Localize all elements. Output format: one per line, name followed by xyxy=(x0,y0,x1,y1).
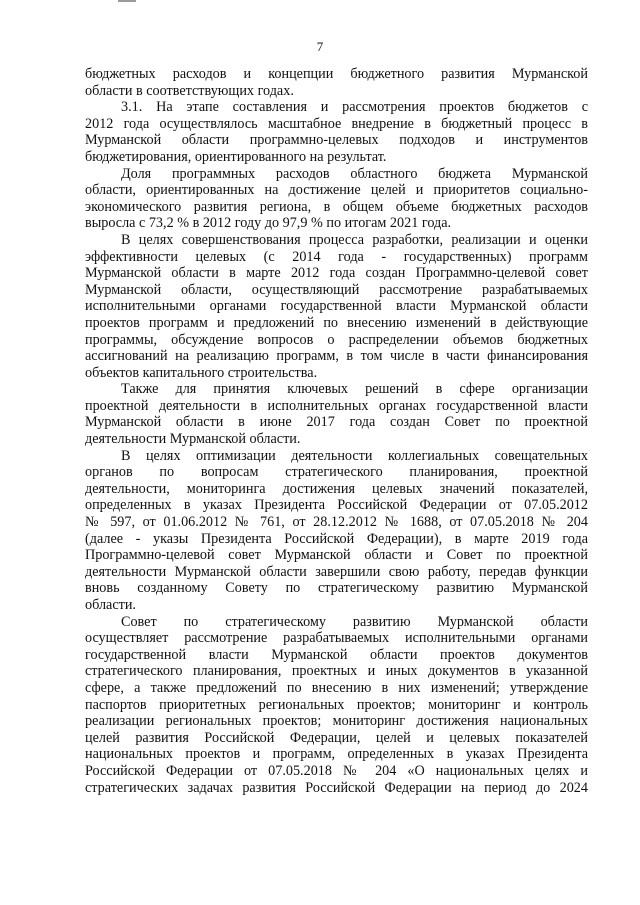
text-line: деятельности Мурманской области. xyxy=(85,431,301,448)
text-line: Также для принятия ключевых решений в сфере организации xyxy=(121,381,588,398)
text-line: экономического развития региона, в общем объеме бюджетных расходов xyxy=(85,198,588,215)
text-line: ассигнований на реализацию программ, в том числе в части финансирования xyxy=(85,348,588,365)
text-line: исполнительными органами государственной власти Мурманской области xyxy=(85,298,588,315)
text-line: выросла с 73,2 % в 2012 году до 97,9 % по итогам 2021 года. xyxy=(85,215,452,232)
text-line: 3.1. На этапе составления и рассмотрения проектов бюджетов с xyxy=(121,99,588,116)
text-line: вновь созданному Совету по стратегическому развитию Мурманской xyxy=(85,580,588,597)
scan-artifact xyxy=(118,0,136,2)
text-line: государственной власти Мурманской области проектов документов xyxy=(85,646,588,663)
text-line: объектов капитального строительства. xyxy=(85,364,318,381)
document-body xyxy=(85,66,588,796)
text-line: проектов программ и предложений по внесению изменений в действующие xyxy=(85,314,588,331)
text-line: Мурманской области в марте 2012 года создан Программно-целевой совет xyxy=(85,265,588,282)
text-line: паспортов приоритетных региональных проектов; мониторинг и контроль xyxy=(85,696,588,713)
text-line: области, ориентированных на достижение целей и приоритетов социально- xyxy=(85,182,588,199)
text-line: осуществляет рассмотрение разрабатываемых исполнительными органами xyxy=(85,630,588,647)
text-line: бюджетных расходов и концепции бюджетного развития Мурманской xyxy=(85,66,588,82)
text-line: Доля программных расходов областного бюджета Мурманской xyxy=(121,165,588,182)
text-line: бюджетирования, ориентированного на результат. xyxy=(85,148,387,165)
text-line: Мурманской области в июне 2017 года создан Совет по проектной xyxy=(85,414,588,431)
text-line: определенных в указах Президента Российской Федерации от 07.05.2012 xyxy=(85,497,588,514)
text-line: Мурманской области программно-целевых подходов и инструментов xyxy=(85,132,588,149)
page-number: 7 xyxy=(316,39,324,54)
text-line: Российской Федерации от 07.05.2018 № 204 «О национальных целях и xyxy=(85,762,588,779)
text-line: эффективности целевых (с 2014 года - государственных) программ xyxy=(85,248,588,265)
text-line: деятельности Мурманской области завершили свою работу, передав функции xyxy=(85,563,588,580)
text-line: Совет по стратегическому развитию Мурманской области xyxy=(121,613,588,630)
text-line: В целях совершенствования процесса разработки, реализации и оценки xyxy=(121,231,588,248)
text-line: реализации региональных проектов; мониторинг достижения национальных xyxy=(85,713,588,730)
text-line: стратегического планирования, проектных и иных документов в указанной xyxy=(85,663,588,680)
text-line: проектной деятельности в исполнительных органах государственной власти xyxy=(85,397,588,414)
text-line: (далее - указы Президента Российской Федерации), в марте 2019 года xyxy=(85,530,588,547)
text-line: области в соответствующих годах. xyxy=(85,82,294,99)
text-line: деятельности, мониторинга достижения целевых значений показателей, xyxy=(85,480,588,497)
text-line: программы, обсуждение вопросов о распределении объемов бюджетных xyxy=(85,331,588,348)
text-line: национальных проектов и программ, определенных в указах Президента xyxy=(85,746,588,763)
text-line: сфере, а также предложений по внесению в них изменений; утверждение xyxy=(85,679,588,696)
text-line: Программно-целевой совет Мурманской области и Совет по проектной xyxy=(85,547,588,564)
text-line: целей развития Российской Федерации, целей и целевых показателей xyxy=(85,729,588,746)
text-line: Мурманской области, осуществляющий рассмотрение разрабатываемых xyxy=(85,281,588,298)
text-line: области. xyxy=(85,597,136,613)
text-line: органов по вопросам стратегического планирования, проектной xyxy=(85,464,588,481)
text-line: № 597, от 01.06.2012 № 761, от 28.12.2012 № 1688, от 07.05.2018 № 204 xyxy=(85,514,588,531)
text-line: 2012 года осуществлялось масштабное внедрение в бюджетный процесс в xyxy=(85,115,588,132)
text-line: В целях оптимизации деятельности коллегиальных совещательных xyxy=(121,447,588,464)
text-line: стратегических задачах развития Российской Федерации на период до 2024 xyxy=(85,779,588,796)
